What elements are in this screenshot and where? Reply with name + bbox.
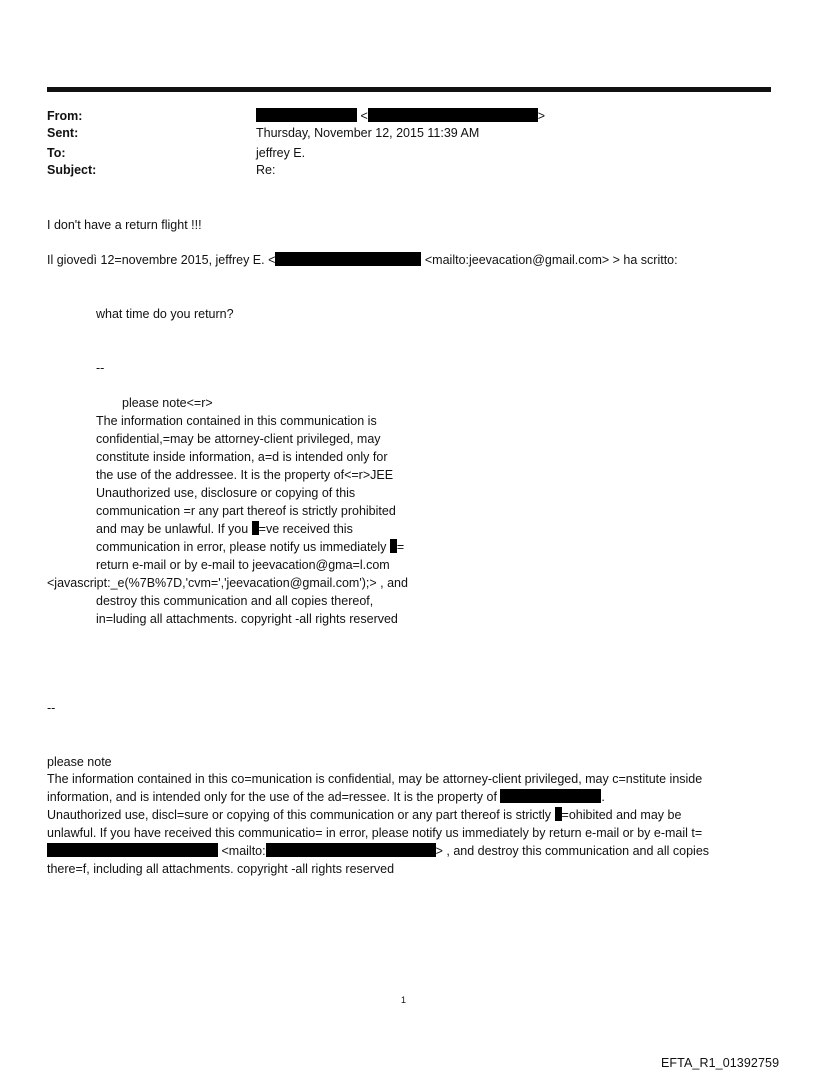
subject-label: Subject: (47, 163, 97, 177)
page-number: 1 (401, 995, 407, 1005)
header-rule (47, 87, 771, 92)
quoted-question: what time do you return? (96, 307, 234, 321)
from-label: From: (47, 109, 83, 123)
final-disclaimer-line: unlawful. If you have received this communicatio= in error, please notify us immediately by return e-mail or by e-mail t= (47, 826, 703, 840)
signature-separator: -- (96, 361, 105, 375)
disclaimer-line: constitute inside information, a=d is intended only for (96, 450, 388, 464)
disclaimer-line: confidential,=may be attorney-client privileged, may (96, 432, 381, 446)
disclaimer-line: communication =r any part thereof is strictly prohibited (96, 504, 396, 518)
final-disclaimer-line: <mailto: > , and destroy this communication and all copies (47, 843, 709, 859)
sent-value: Thursday, November 12, 2015 11:39 AM (256, 126, 480, 140)
document-id: EFTA_R1_01392759 (661, 1056, 780, 1070)
sent-label: Sent: (47, 126, 79, 140)
please-note-heading: please note<=r> (122, 396, 213, 410)
redaction-mailto-address (266, 843, 436, 857)
final-disclaimer-line: information, and is intended only for the use of the ad=ressee. It is the property of . (47, 790, 605, 804)
from-value: < > (256, 108, 545, 124)
subject-value: Re: (256, 163, 276, 177)
reply-text: I don't have a return flight !!! (47, 218, 202, 232)
disclaimer-line: return e-mail or by e-mail to jeevacation@gma=l.com (96, 558, 390, 572)
redaction-sender-name (256, 108, 357, 122)
redaction-mark (555, 807, 562, 821)
disclaimer-line: destroy this communication and all copies thereof, (96, 594, 374, 608)
disclaimer-line: and may be unlawful. If you =ve received this (96, 522, 353, 536)
disclaimer-line: <javascript:_e(%7B%7D,'cvm=','jeevacation@gmail.com');> , and (47, 576, 408, 590)
please-note-heading: please note (47, 755, 112, 769)
disclaimer-line: communication in error, please notify us immediately = (96, 540, 405, 554)
disclaimer-line: the use of the addressee. It is the property of<=r>JEE (96, 468, 394, 482)
disclaimer-line: The information contained in this communication is (96, 414, 377, 428)
final-disclaimer-line: Unauthorized use, discl=sure or copying of this communication or any part thereof is strictly =ohibited and may be (47, 808, 682, 822)
redaction-owner-name (500, 789, 601, 803)
disclaimer-line: Unauthorized use, disclosure or copying of this (96, 486, 356, 500)
final-disclaimer-line: there=f, including all attachments. copyright -all rights reserved (47, 862, 395, 876)
quote-intro: Il giovedì 12=novembre 2015, jeffrey E. < <mailto:jeevacation@gmail.com> > ha scritto: (47, 253, 678, 267)
redaction-sender-email (368, 108, 538, 122)
disclaimer-line: in=luding all attachments. copyright -all rights reserved (96, 612, 398, 626)
redaction-email-address (47, 843, 218, 857)
redaction-quote-email (275, 252, 421, 266)
to-label: To: (47, 146, 66, 160)
to-value: jeffrey E. (256, 146, 306, 160)
final-disclaimer-line: The information contained in this co=munication is confidential, may be attorney-client privileged, may c=nstitute inside (47, 772, 703, 786)
redaction-mark (252, 521, 259, 535)
redaction-mark (390, 539, 397, 553)
signature-separator: -- (47, 701, 56, 715)
